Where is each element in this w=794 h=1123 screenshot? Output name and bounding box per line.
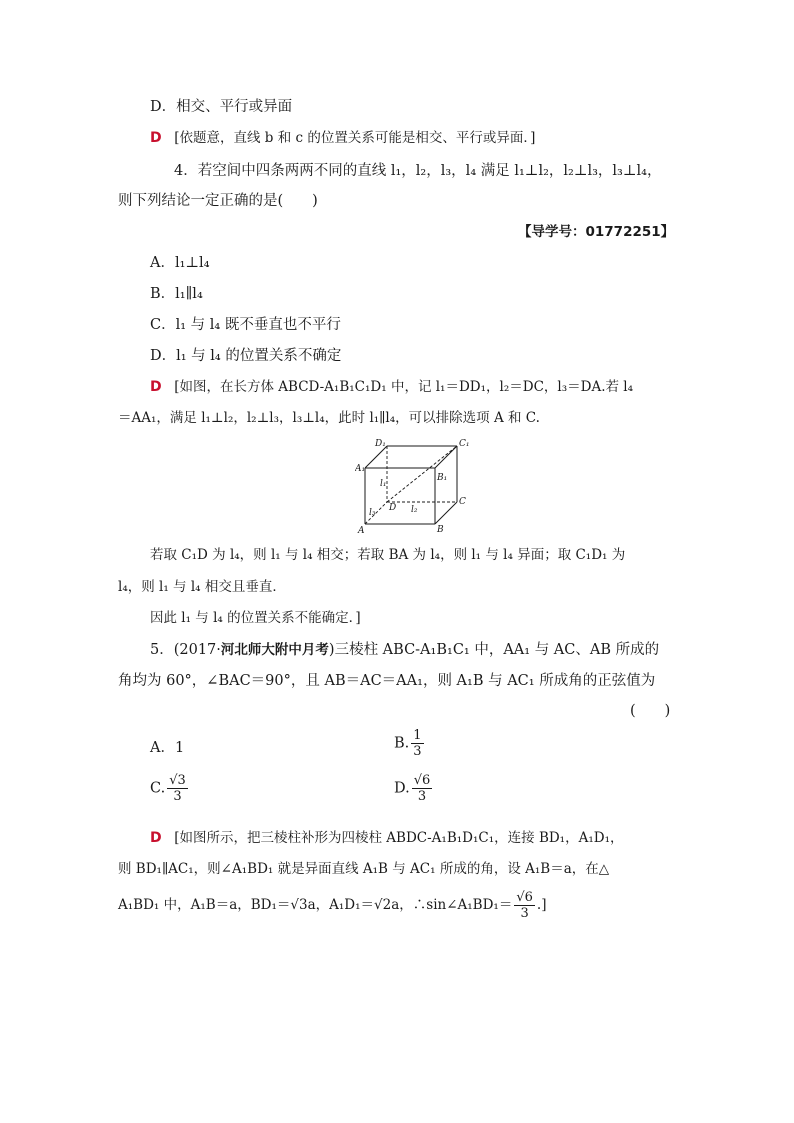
label-A: A: [358, 526, 365, 534]
label-B: B: [437, 525, 444, 534]
q5-solution-line1: D [如图所示，把三棱柱补形为四棱柱 ABDC-A₁B₁D₁C₁，连接 BD₁，A₁D₁，: [150, 830, 624, 846]
q4-solution-line5: 因此 l₁ 与 l₄ 的位置关系不能确定．]: [150, 610, 361, 626]
q4-solution-line3: 若取 C₁D 为 l₄，则 l₁ 与 l₄ 相交；若取 BA 为 l₄，则 l₁ 与 l₄ 异面；取 C₁D₁ 为: [150, 547, 626, 563]
q4-solution-line4: l₄，则 l₁ 与 l₄ 相交且垂直．: [118, 579, 286, 595]
q4-option-d: D．l₁ 与 l₄ 的位置关系不确定: [150, 348, 342, 364]
q5-option-d: D. $\frac{√6}{3}$: [394, 773, 431, 804]
q4-stem-line1: 4．若空间中四条两两不同的直线 l₁，l₂，l₃，l₄ 满足 l₁⊥l₂，l₂⊥l₃，l₃⊥l₄，: [174, 163, 662, 179]
q5-answer-letter: D: [150, 830, 162, 846]
q4-stem-line2: 则下列结论一定正确的是( ): [118, 193, 318, 209]
q5-solution-line3: A₁BD₁ 中，A₁B＝a，BD₁＝√3a，A₁D₁＝√2a，∴sin∠A₁BD₁＝ $\frac{√6}{3}$ .]: [118, 890, 547, 921]
label-D: D: [389, 503, 397, 513]
q5-option-a: A．1: [150, 740, 185, 756]
label-C: C: [459, 497, 466, 507]
q4-solution-line1: D [如图，在长方体 ABCD-A₁B₁C₁D₁ 中，记 l₁＝DD₁，l₂＝DC，l₃＝DA.若 l₄: [150, 379, 634, 395]
q5-stem-line1: 5．(2017·河北师大附中月考)三棱柱 ABC-A₁B₁C₁ 中，AA₁ 与 AC、AB 所成的: [150, 642, 660, 658]
label-C1: C₁: [459, 439, 470, 449]
label-l2: l₂: [411, 505, 418, 515]
q5-option-b: B. $\frac{1}{3}$: [394, 728, 422, 759]
q5-blank: ( ): [630, 703, 671, 719]
cuboid-figure: [355, 436, 475, 534]
label-D1: D₁: [375, 439, 386, 449]
label-l3: l₃: [369, 508, 376, 518]
label-B1: B₁: [437, 473, 448, 483]
q3-option-d: D．相交、平行或异面: [150, 99, 293, 115]
q3-answer-letter: D: [150, 130, 162, 146]
q4-option-a: A．l₁⊥l₄: [150, 255, 210, 271]
q5-source: 河北师大附中月考: [220, 642, 329, 658]
label-A1: A₁: [355, 464, 366, 474]
q3-answer-text: [依题意，直线 b 和 c 的位置关系可能是相交、平行或异面．]: [174, 130, 536, 146]
q5-solution-line2: 则 BD₁∥AC₁，则∠A₁BD₁ 就是异面直线 A₁B 与 AC₁ 所成的角，设 A₁B＝a，在△: [118, 861, 610, 877]
label-l1: l₁: [380, 479, 387, 489]
q4-code: 【导学号：01772251】: [518, 224, 675, 240]
q4-solution-line2: ＝AA₁，满足 l₁⊥l₂，l₂⊥l₃，l₃⊥l₄，此时 l₁∥l₄，可以排除选项 A 和 C.: [118, 410, 540, 426]
q5-stem-line2: 角均为 60°，∠BAC＝90°，且 AB＝AC＝AA₁，则 A₁B 与 AC₁ 所成角的正弦值为: [118, 673, 656, 689]
q4-option-b: B．l₁∥l₄: [150, 286, 203, 302]
q4-answer-letter: D: [150, 379, 162, 395]
q4-option-c: C．l₁ 与 l₄ 既不垂直也不平行: [150, 317, 341, 333]
q5-option-c: C. $\frac{√3}{3}$: [150, 773, 186, 804]
q3-answer: [150, 128, 535, 148]
